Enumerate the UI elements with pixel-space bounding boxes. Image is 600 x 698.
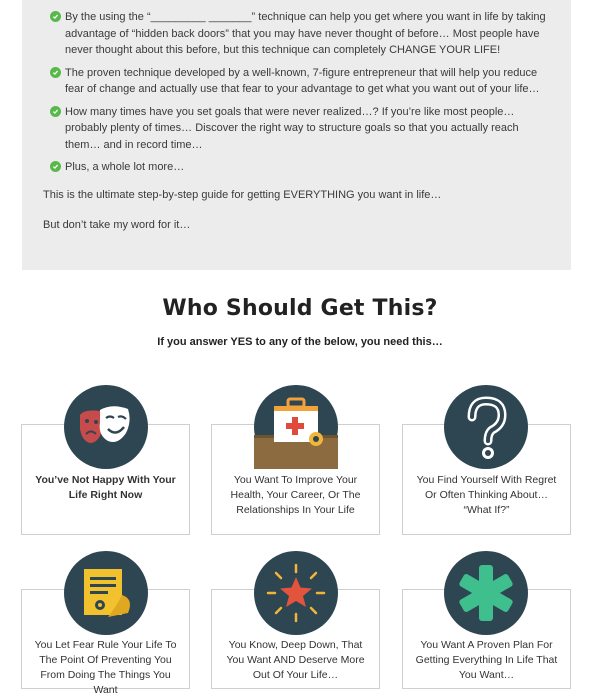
word-text: But don’t take my word for it…: [43, 219, 191, 231]
list-item: [50, 65, 555, 98]
check-icon: [50, 161, 61, 172]
benefit-text: Plus, a whole lot more…: [65, 161, 185, 173]
card-text: You’ve Not Happy With Your Life Right Now: [35, 474, 176, 501]
list-item: [50, 159, 555, 176]
certificate-scroll-icon: [64, 551, 148, 635]
card-text: You Let Fear Rule Your Life To The Point Of Preventing You From Doing The Things You Want: [34, 639, 177, 696]
list-item: [50, 9, 555, 59]
theater-masks-icon: [64, 385, 148, 469]
medical-cross-icon: [444, 551, 528, 635]
card-text: You Know, Deep Down, That You Want AND Deserve More Out Of Your Life…: [226, 639, 365, 681]
star-burst-icon: [254, 551, 338, 635]
who-title: Who Should Get This?: [162, 296, 438, 321]
who-subtitle: If you answer YES to any of the below, you need this…: [157, 336, 443, 348]
benefit-text: How many times have you set goals that were never realized…? If you’re like most people… probably plenty of times… Discover the right way to structure goals so that you actually reach them… and in record time…: [65, 105, 519, 151]
check-icon: [50, 67, 61, 78]
benefit-text: By the using the “_________ _______” technique can help you get where you want in life by taking advantage of “hidden back doors” that you may have never thought of before… Most people have never thought about this before, but this technique can completely CHANGE YOUR LIFE!: [65, 11, 546, 56]
check-icon: [50, 106, 61, 117]
card-text: You Want To Improve Your Health, Your Career, Or The Relationships In Your Life: [230, 474, 361, 516]
list-item: [50, 104, 555, 154]
check-icon: [50, 11, 61, 22]
benefits-list: [50, 9, 555, 182]
benefit-text: The proven technique developed by a well-known, 7-figure entrepreneur that will help you reduce fear of change and actually use that fear to your advantage to get what you want out of your life…: [65, 66, 540, 95]
guide-text: This is the ultimate step-by-step guide for getting EVERYTHING you want in life…: [43, 189, 442, 201]
first-aid-kit-icon: [254, 385, 338, 469]
card-text: You Find Yourself With Regret Or Often Thinking About… “What If?”: [416, 474, 557, 516]
card-text: You Want A Proven Plan For Getting Everything In Life That You Want…: [415, 639, 558, 681]
question-mark-icon: [444, 385, 528, 469]
